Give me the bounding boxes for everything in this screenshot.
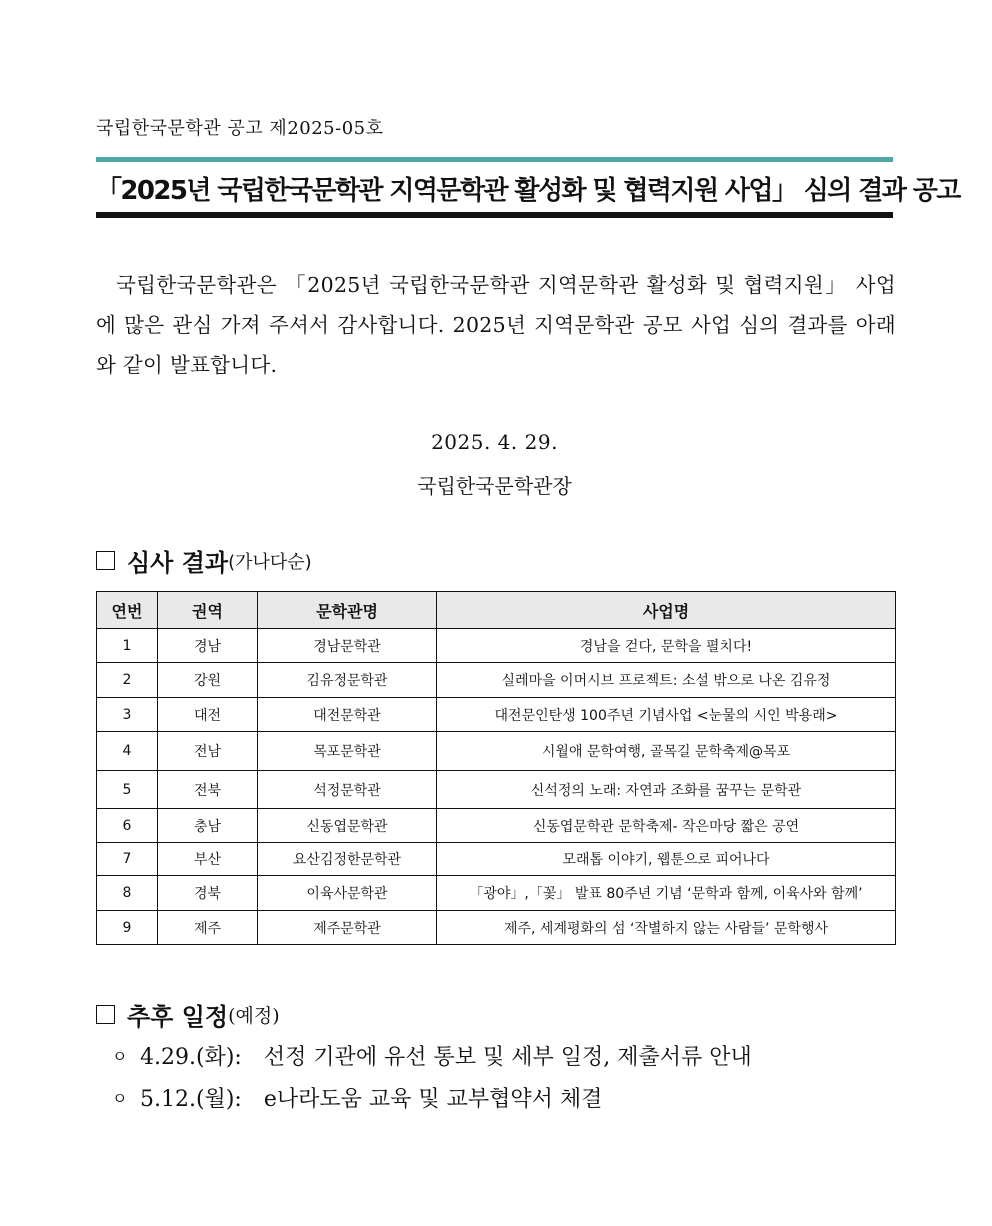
cell-number: 6 xyxy=(97,809,158,843)
schedule-heading-text: 추후 일정 xyxy=(127,1003,229,1031)
cell-number: 3 xyxy=(97,698,158,732)
cell-project: 실레마을 이머시브 프로젝트: 소설 밖으로 나온 김유정 xyxy=(437,663,896,698)
cell-project: 「광야」,「꽃」 발표 80주년 기념 ‘문학과 함께, 이육사와 함께’ xyxy=(437,876,896,911)
cell-museum: 신동엽문학관 xyxy=(258,809,437,843)
cell-museum: 경남문학관 xyxy=(258,629,437,663)
cell-number: 7 xyxy=(97,843,158,876)
header-museum: 문학관명 xyxy=(258,592,437,629)
cell-museum: 대전문학관 xyxy=(258,698,437,732)
header-project: 사업명 xyxy=(437,592,896,629)
cell-project: 모래톱 이야기, 웹툰으로 피어나다 xyxy=(437,843,896,876)
schedule-item-text: 선정 기관에 유선 통보 및 세부 일정, 제출서류 안내 xyxy=(263,1045,752,1070)
cell-number: 4 xyxy=(97,732,158,771)
issuing-organization: 국립한국문학관장 xyxy=(417,474,572,498)
cell-number: 8 xyxy=(97,876,158,911)
bullet-icon: ㅇ xyxy=(112,1047,128,1066)
cell-region: 전북 xyxy=(158,771,258,809)
cell-project: 신석정의 노래: 자연과 조화를 꿈꾸는 문학관 xyxy=(437,771,896,809)
cell-project: 시월애 문학여행, 골목길 문학축제@목포 xyxy=(437,732,896,771)
cell-region: 경남 xyxy=(158,629,258,663)
cell-project: 경남을 걷다, 문학을 펼치다! xyxy=(437,629,896,663)
title-bottom-rule xyxy=(96,212,893,218)
table-row xyxy=(97,911,896,945)
cell-number: 2 xyxy=(97,663,158,698)
cell-project: 신동엽문학관 문학축제- 작은마당 짧은 공연 xyxy=(437,809,896,843)
announcement-date: 2025. 4. 29. xyxy=(431,430,558,454)
checkbox-square-icon xyxy=(96,1005,115,1024)
title-top-rule xyxy=(96,157,893,162)
intro-paragraph: 국립한국문학관은 「2025년 국립한국문학관 지역문학관 활성화 및 협력지원」 사업에 많은 관심 가져 주셔서 감사합니다. 2025년 지역문학관 공모 사업 심의 결과를 아래와 같이 발표합니다. xyxy=(96,273,896,377)
table-row xyxy=(97,876,896,911)
bullet-icon: ㅇ xyxy=(112,1089,128,1108)
cell-number: 5 xyxy=(97,771,158,809)
cell-region: 전남 xyxy=(158,732,258,771)
schedule-item-date: 4.29.(화): xyxy=(140,1045,242,1070)
table-row xyxy=(97,732,896,771)
results-heading-text: 심사 결과 xyxy=(127,549,229,577)
table-row xyxy=(97,771,896,809)
cell-museum: 석정문학관 xyxy=(258,771,437,809)
document-title: 「2025년 국립한국문학관 지역문학관 활성화 및 협력지원 사업」 심의 결과 공고 xyxy=(96,176,960,206)
cell-museum: 요산김정한문학관 xyxy=(258,843,437,876)
schedule-item xyxy=(112,1082,602,1113)
cell-region: 제주 xyxy=(158,911,258,945)
cell-region: 부산 xyxy=(158,843,258,876)
table-header-row xyxy=(97,592,896,629)
cell-museum: 김유정문학관 xyxy=(258,663,437,698)
schedule-item xyxy=(112,1040,752,1071)
cell-region: 강원 xyxy=(158,663,258,698)
table-row xyxy=(97,629,896,663)
cell-region: 경북 xyxy=(158,876,258,911)
results-table xyxy=(96,591,896,945)
header-number: 연번 xyxy=(97,592,158,629)
table-row xyxy=(97,698,896,732)
cell-region: 대전 xyxy=(158,698,258,732)
schedule-heading-sub: (예정) xyxy=(228,1005,280,1027)
cell-region: 충남 xyxy=(158,809,258,843)
schedule-section-heading xyxy=(96,997,280,1032)
notice-number: 국립한국문학관 공고 제2025-05호 xyxy=(96,118,384,139)
table-row xyxy=(97,843,896,876)
table-row xyxy=(97,663,896,698)
cell-number: 9 xyxy=(97,911,158,945)
schedule-item-text: e나라도움 교육 및 교부협약서 체결 xyxy=(263,1087,603,1112)
cell-project: 대전문인탄생 100주년 기념사업 <눈물의 시인 박용래> xyxy=(437,698,896,732)
cell-museum: 목포문학관 xyxy=(258,732,437,771)
results-section-heading xyxy=(96,543,312,578)
table-row xyxy=(97,809,896,843)
schedule-item-date: 5.12.(월): xyxy=(140,1087,242,1112)
results-heading-sub: (가나다순) xyxy=(228,551,312,573)
cell-museum: 이육사문학관 xyxy=(258,876,437,911)
cell-number: 1 xyxy=(97,629,158,663)
checkbox-square-icon xyxy=(96,551,115,570)
header-region: 권역 xyxy=(158,592,258,629)
cell-project: 제주, 세계평화의 섬 ‘작별하지 않는 사람들’ 문학행사 xyxy=(437,911,896,945)
cell-museum: 제주문학관 xyxy=(258,911,437,945)
